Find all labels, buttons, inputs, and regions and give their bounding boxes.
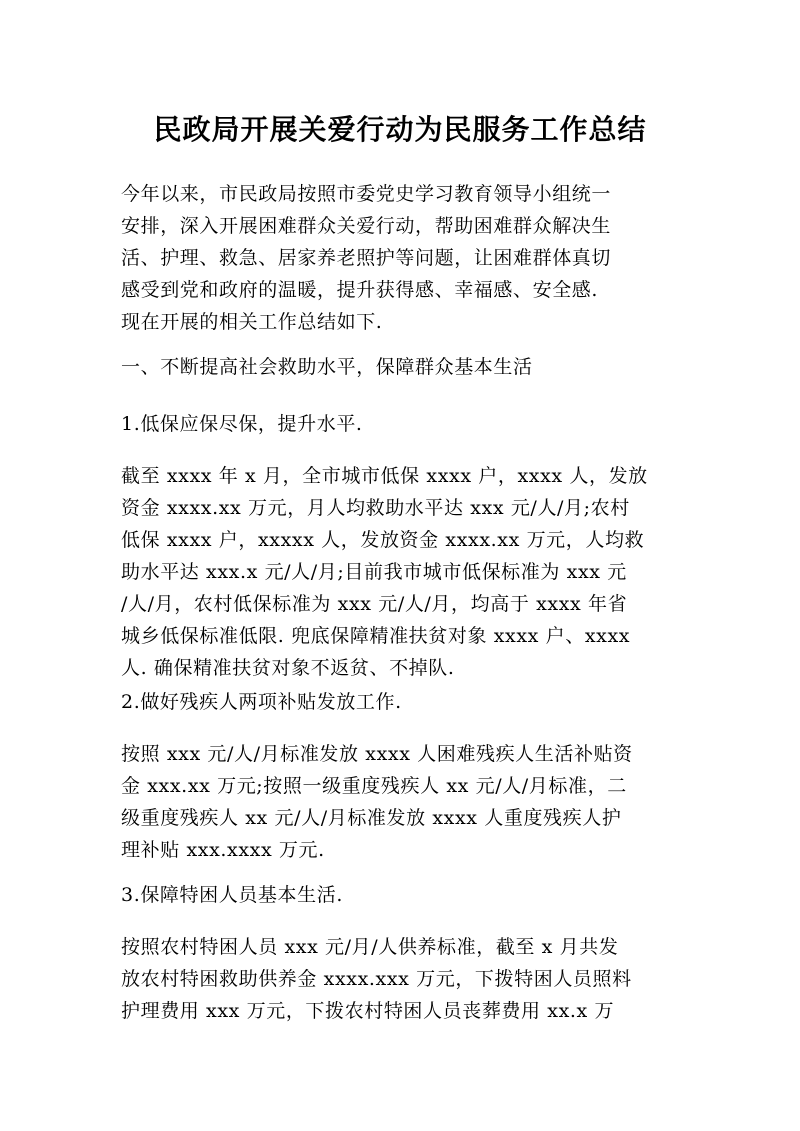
paragraph-line: 护理费用 xxx 万元，下拨农村特困人员丧葬费用 xx.x 万 [121, 1000, 615, 1022]
paragraph-line: 级重度残疾人 xx 元/人/月标准发放 xxxx 人重度残疾人护 [121, 807, 622, 829]
intro-paragraph [121, 178, 681, 338]
subsection-heading: 1.低保应保尽保，提升水平. [121, 413, 363, 435]
paragraph-line: 金 xxx.xx 万元;按照一级重度残疾人 xx 元/人/月标准，二 [121, 775, 627, 797]
paragraph-line: /人/月，农村低保标准为 xxx 元/人/月，均高于 xxxx 年省 [121, 593, 628, 615]
paragraph-line: 资金 xxxx.xx 万元，月人均救助水平达 xxx 元/人/月;农村 [121, 497, 630, 519]
subsection-heading: 3.保障特困人员基本生活. [121, 884, 343, 906]
paragraph-line: 城乡低保标准低限. 兜底保障精准扶贫对象 xxxx 户、xxxx [121, 625, 631, 647]
paragraph-line: 感受到党和政府的温暖，提升获得感、幸福感、安全感. [121, 279, 599, 301]
section-heading: 一、不断提高社会救助水平，保障群众基本生活 [121, 356, 533, 378]
paragraph-line: 活、护理、救急、居家养老照护等问题，让困难群体真切 [121, 247, 612, 269]
body-paragraph [121, 931, 681, 1027]
document-title: 民政局开展关爱行动为民服务工作总结 [153, 113, 647, 146]
body-paragraph [121, 460, 681, 684]
paragraph-line: 助水平达 xxx.x 元/人/月;目前我市城市低保标准为 xxx 元 [121, 561, 627, 583]
paragraph-line: 人. 确保精准扶贫对象不返贫、不掉队. [121, 657, 455, 679]
paragraph-line: 现在开展的相关工作总结如下. [121, 311, 383, 333]
paragraph-line: 截至 xxxx 年 x 月，全市城市低保 xxxx 户，xxxx 人，发放 [121, 465, 648, 487]
paragraph-line: 低保 xxxx 户，xxxxx 人，发放资金 xxxx.xx 万元，人均救 [121, 529, 645, 551]
body-paragraph [121, 738, 681, 866]
paragraph-line: 理补贴 xxx.xxxx 万元. [121, 839, 325, 861]
subsection-heading: 2.做好残疾人两项补贴发放工作. [121, 691, 402, 713]
paragraph-line: 安排，深入开展困难群众关爱行动，帮助困难群众解决生 [121, 215, 612, 237]
paragraph-line: 今年以来，市民政局按照市委党史学习教育领导小组统一 [121, 183, 612, 205]
paragraph-line: 放农村特困救助供养金 xxxx.xxx 万元，下拨特困人员照料 [121, 968, 632, 990]
paragraph-line: 按照农村特困人员 xxx 元/月/人供养标准，截至 x 月共发 [121, 936, 619, 958]
paragraph-line: 按照 xxx 元/人/月标准发放 xxxx 人困难残疾人生活补贴资 [121, 743, 633, 765]
